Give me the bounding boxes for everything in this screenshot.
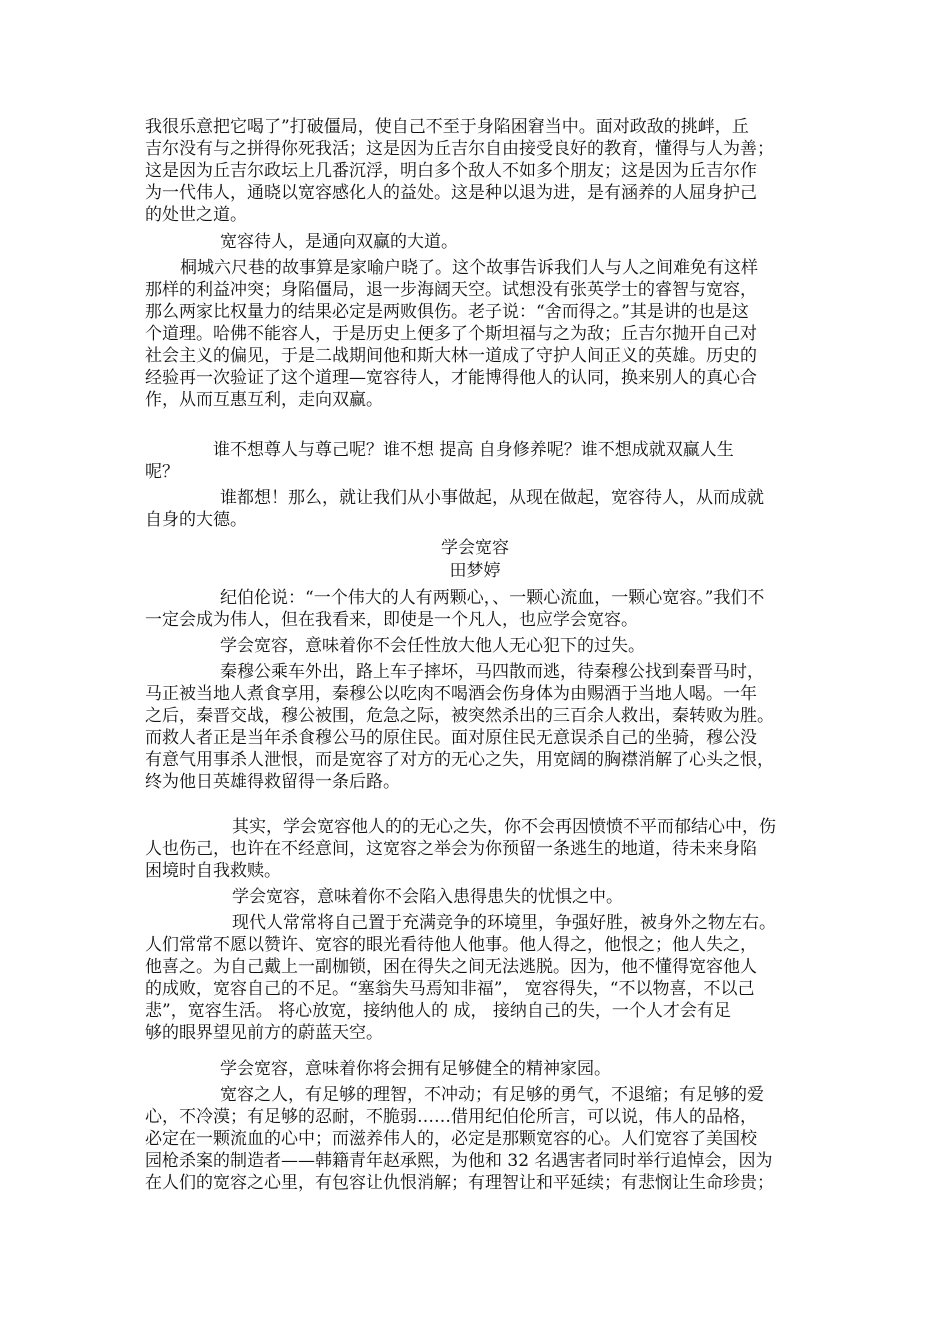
text-line: 他喜之。为自己戴上一副枷锁，困在得失之间无法逃脱。因为，他不懂得宽容他人: [145, 957, 757, 977]
text-line: 的处世之道。: [145, 205, 247, 225]
text-line: 宽容待人，是通向双赢的大道。: [220, 232, 458, 252]
text-line: 作，从而互惠互利，走向双赢。: [145, 390, 383, 410]
text-line: 的成败，宽容自己的不足。“塞翁失马焉知非福”， 宽容得失，“不以物喜，不以己: [145, 979, 755, 999]
text-line: 学会宽容，意味着你将会拥有足够健全的精神家园。: [220, 1059, 611, 1079]
text-line: 自身的大德。: [145, 510, 247, 530]
text-line: 够的眼界望见前方的蔚蓝天空。: [145, 1023, 383, 1043]
text-line: 那样的利益冲突；身陷僵局，退一步海阔天空。试想没有张英学士的睿智与宽容，: [145, 280, 757, 300]
essay-author: 田梦婷: [449, 561, 501, 581]
text-line: 学会宽容，意味着你不会陷入患得患失的忧惧之中。: [232, 887, 623, 907]
text-line: 现代人常常将自己置于充满竞争的环境里，争强好胜，被身外之物左右。: [232, 913, 776, 933]
text-line: 这是因为丘吉尔政坛上几番沉浮，明白多个敌人不如多个朋友；这是因为丘吉尔作: [145, 161, 757, 181]
text-line: 呢？: [145, 462, 179, 482]
text-line: 园枪杀案的制造者——韩籍青年赵承熙，为他和 32 名遇害者同时举行追悼会，因为: [145, 1151, 773, 1171]
text-line: 纪伯伦说：“一个伟大的人有两颗心，、一颗心流血，一颗心宽容。”我们不: [220, 588, 765, 608]
text-line: 之后，秦晋交战，穆公被围，危急之际，被突然杀出的三百余人救出，秦转败为胜。: [145, 706, 774, 726]
text-line: 其实，学会宽容他人的的无心之失，你不会再因愤愤不平而郁结心中，伤: [232, 817, 776, 837]
text-line: 桐城六尺巷的故事算是家喻户晓了。这个故事告诉我们人与人之间难免有这样: [180, 258, 758, 278]
text-line: 终为他日英雄得救留得一条后路。: [145, 772, 400, 792]
text-line: 秦穆公乘车外出，路上车子摔坏，马四散而逃，待秦穆公找到秦晋马时，: [220, 662, 764, 682]
text-line: 心，不冷漠；有足够的忍耐，不脆弱……借用纪伯伦所言，可以说，伟人的品格，: [145, 1107, 757, 1127]
text-line: 悲”，宽容生活。 将心放宽，接纳他人的 成， 接纳自己的失，一个人才会有足: [145, 1001, 731, 1021]
text-line: 谁都想！那么，就让我们从小事做起，从现在做起，宽容待人，从而成就: [220, 488, 764, 508]
text-line: 吉尔没有与之拼得你死我活；这是因为丘吉尔自由接受良好的教育，懂得与人为善；: [145, 139, 774, 159]
text-line: 为一代伟人，通晓以宽容感化人的益处。这是种以退为进，是有涵养的人屈身护己: [145, 183, 757, 203]
essay-title: 学会宽容: [441, 538, 509, 558]
text-line: 经验再一次验证了这个道理—宽容待人，才能博得他人的认同，换来别人的真心合: [145, 368, 757, 388]
text-line: 个道理。哈佛不能容人，于是历史上便多了个斯坦福与之为敌；丘吉尔抛开自己对: [145, 324, 757, 344]
text-line: 在人们的宽容之心里，有包容让仇恨消解；有理智让和平延续；有悲悯让生命珍贵；: [145, 1173, 774, 1193]
text-line: 人也伤己，也许在不经意间，这宽容之举会为你预留一条逃生的地道，待未来身陷: [145, 839, 757, 859]
text-line: 我很乐意把它喝了”打破僵局，使自己不至于身陷困窘当中。面对政敌的挑衅，丘: [145, 117, 749, 137]
text-line: 而救人者正是当年杀食穆公马的原住民。面对原住民无意误杀自己的坐骑，穆公没: [145, 728, 757, 748]
text-line: 有意气用事杀人泄恨，而是宽容了对方的无心之失，用宽阔的胸襟消解了心头之恨，: [145, 750, 774, 770]
text-line: 学会宽容，意味着你不会任性放大他人无心犯下的过失。: [220, 636, 645, 656]
text-line: 一定会成为伟人，但在我看来，即使是一个凡人，也应学会宽容。: [145, 610, 638, 630]
text-line: 人们常常不愿以赞许、宽容的眼光看待他人他事。他人得之，他恨之；他人失之，: [145, 935, 757, 955]
text-line: 那么两家比权量力的结果必定是两败俱伤。老子说：“舍而得之。”其是讲的也是这: [145, 302, 749, 322]
text-line: 困境时自我救赎。: [145, 861, 281, 881]
text-line: 谁不想尊人与尊己呢？谁不想 提高 自身修养呢？谁不想成就双赢人生: [213, 440, 734, 460]
text-line: 马正被当地人煮食享用，秦穆公以吃肉不喝酒会伤身体为由赐酒于当地人喝。一年: [145, 684, 757, 704]
text-line: 必定在一颗流血的心中；而滋养伟人的，必定是那颗宽容的心。人们宽容了美国校: [145, 1129, 757, 1149]
text-line: 社会主义的偏见，于是二战期间他和斯大林一道成了守护人间正义的英雄。历史的: [145, 346, 757, 366]
text-line: 宽容之人，有足够的理智，不冲动；有足够的勇气，不退缩；有足够的爱: [220, 1085, 764, 1105]
